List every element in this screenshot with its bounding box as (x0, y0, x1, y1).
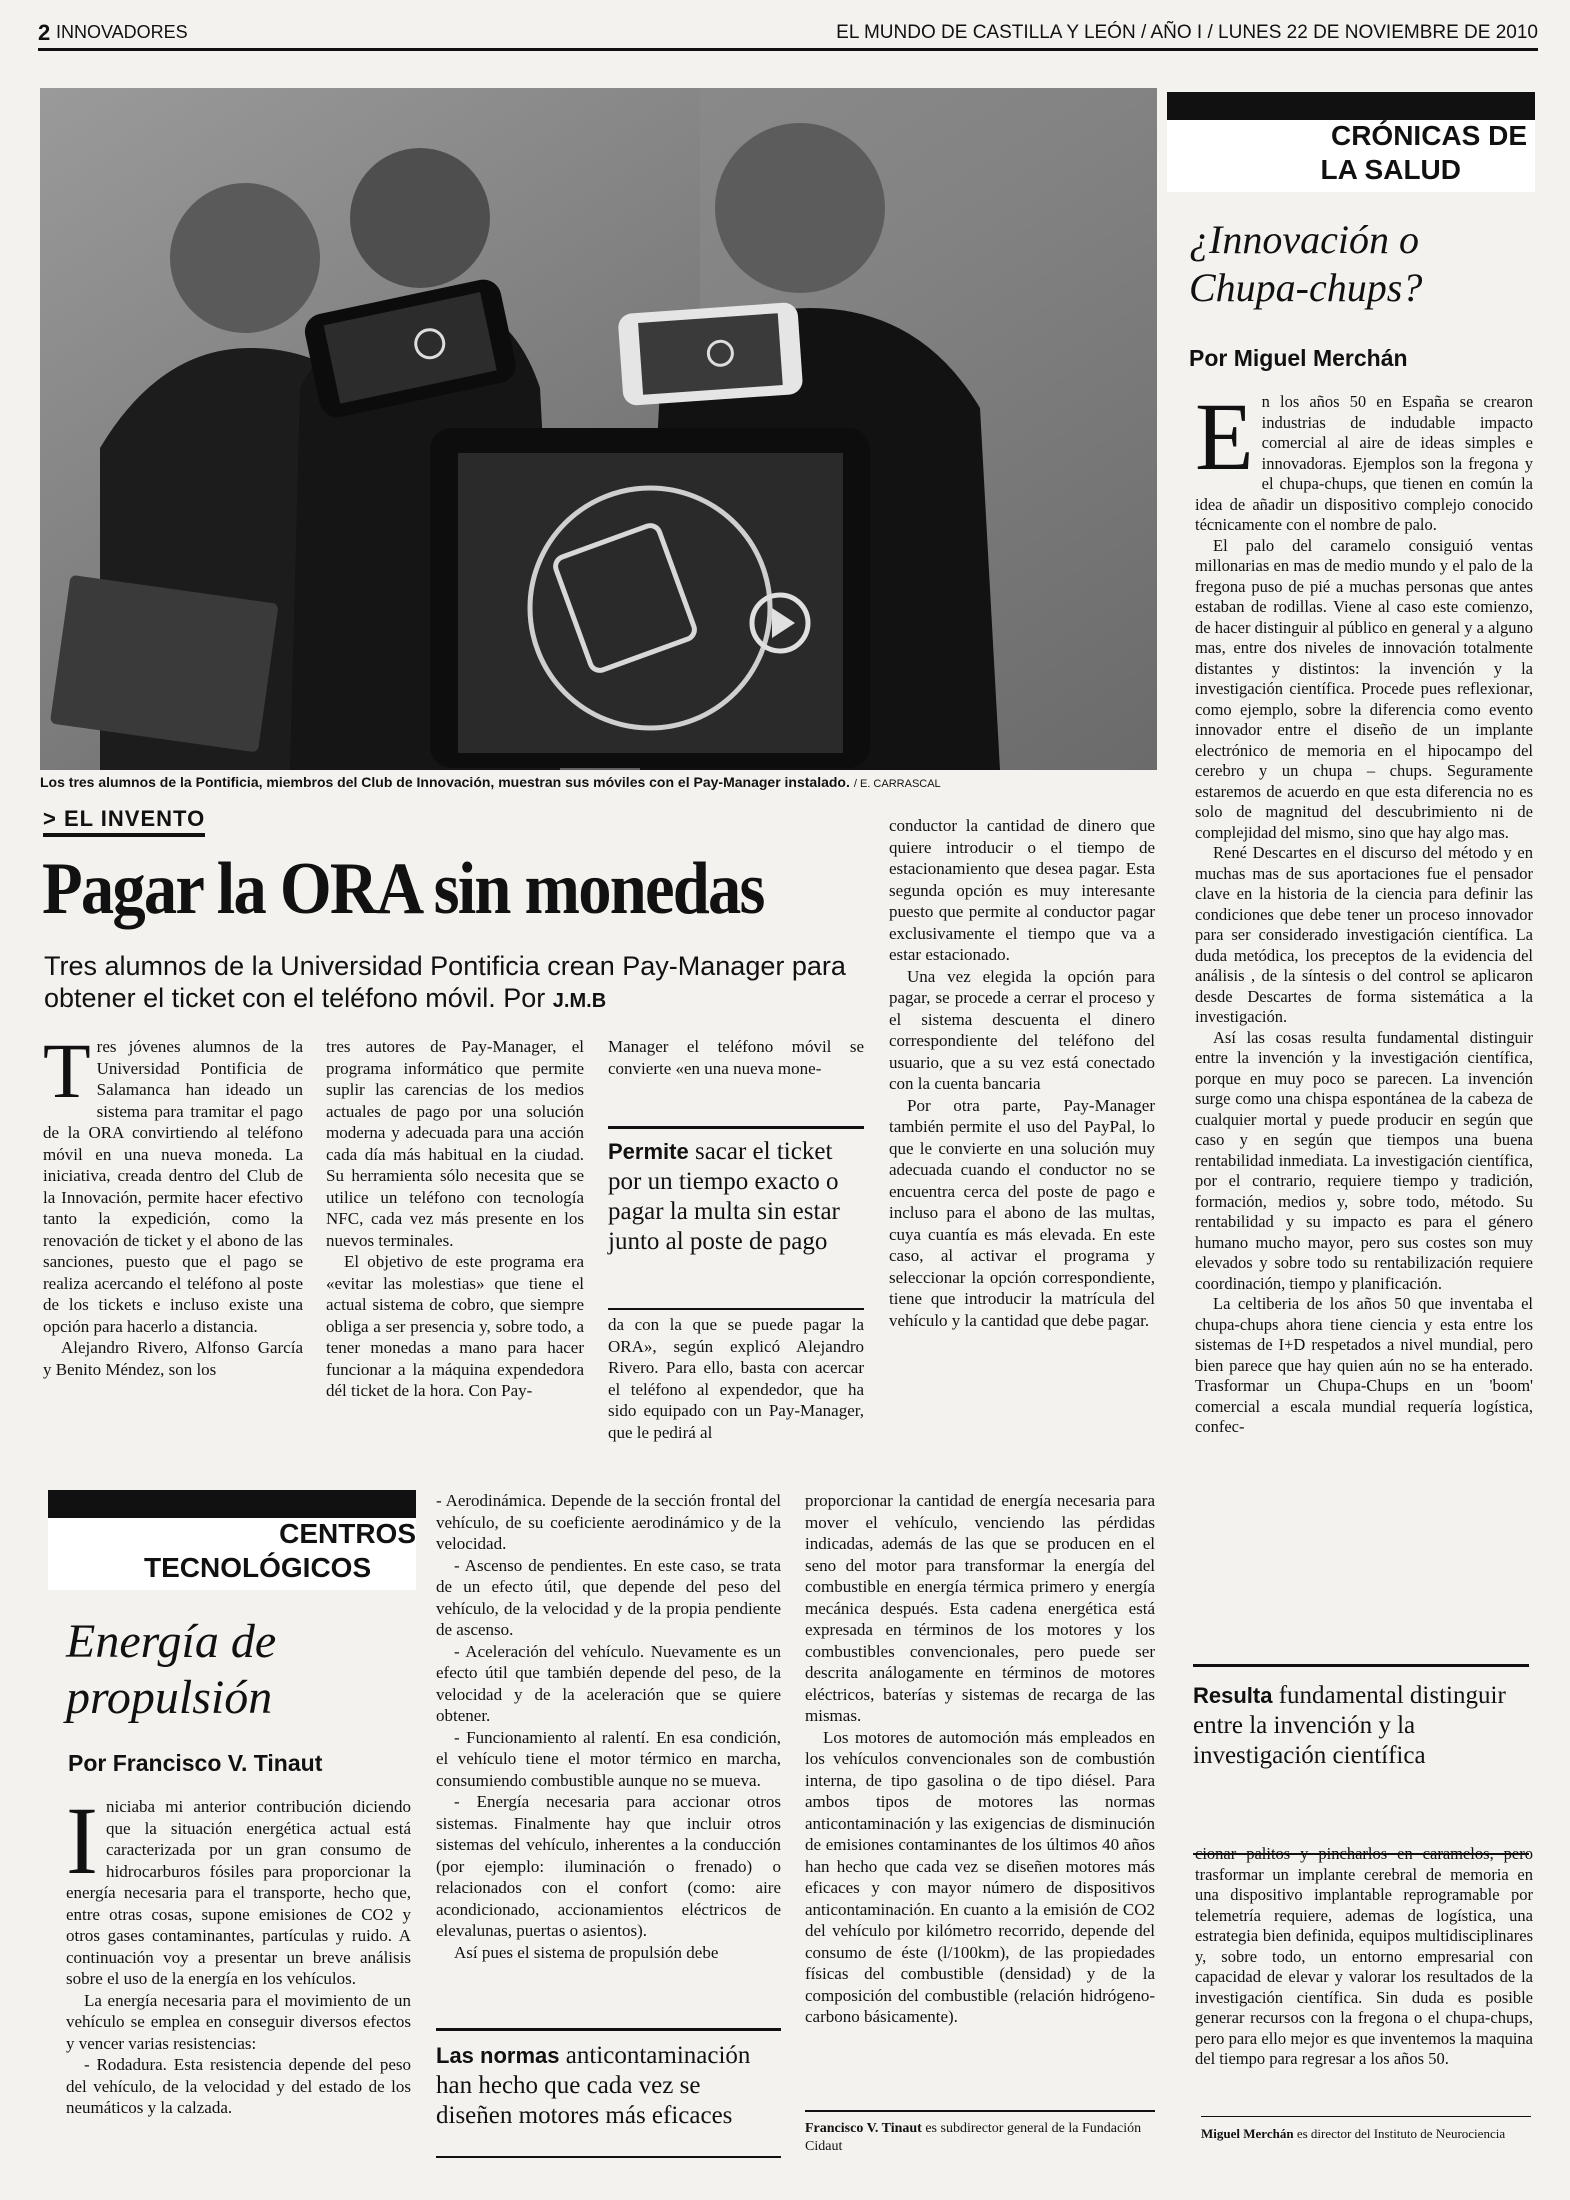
section-tag: > EL INVENTO (43, 806, 205, 837)
opinion-sidebar (1167, 92, 1535, 2141)
pullquote-lead: Permite (608, 1139, 689, 1164)
section-name: INNOVADORES (56, 22, 188, 42)
sidebar-banner (1167, 92, 1535, 192)
paragraph: - Energía necesaria para accionar otros sistemas. Finalmente hay que incluir otros sistemas del vehículo, inherentes a la conducción (por ejemplo: iluminación o frenado) o relacionados con el confort (como: aire acondicionado, accionamientos eléctricos de elevalunas, puertas o asientos). (436, 1792, 781, 1940)
paragraph (66, 1787, 411, 1990)
article1-byline: J.M.B (552, 990, 607, 1013)
sidebar-kicker: CRÓNICAS DE (1330, 120, 1527, 151)
paragraph: Por otra parte, Pay-Manager también permite el uso del PayPal, lo que le convierte en una solución muy adecuada cuando el conductor no se encuentra cerca del poste de pago e incluso para el abono de las multas, cuya cuantía es más elevada. En este caso, al activar el programa y seleccionar la opción correspondiente, tiene que introducir la matrícula del vehículo y la cantidad que debe pagar. (889, 1095, 1155, 1330)
sidebar-kicker-2: LA SALUD (1320, 154, 1461, 185)
paragraph: La energía necesaria para el movimiento de un vehículo se emplea en conseguir diversos efectos y vencer varias resistencias: (66, 1990, 411, 2053)
pullquote (1193, 1664, 1529, 1855)
paragraph: Así pues el sistema de propulsión debe (454, 1942, 719, 1962)
paragraph: El palo del caramelo consiguió ventas millonarias en mas de medio mundo y el palo de la fregona puso de pié a muchas personas que antes estaban de rodillas. Viene al caso este comienzo, de hacer distinguir al público en general y a alguno mas, entre dos niveles de innovación totalmente distantes y distintos: la invención y la investigación científica. Procede pues reflexionar, como ejemplo, sobre la diferencia como evento innovador entre el diseño de un implante electrónico de memoria en el hipocampo del cerebro y un chupa – chups. Seguramente estaremos de acuerdo en que esta diferencia no es solo de magnitud del descubrimiento ni de complejidad del mismo, sino que hay algo mas. (1195, 535, 1533, 842)
drop-cap: I (66, 1787, 98, 1894)
page-header (38, 14, 1538, 54)
photo-caption (40, 774, 1157, 790)
page-number: 2 (38, 20, 51, 45)
article2-banner (48, 1490, 416, 1590)
paragraph: Alejandro Rivero, Alfonso García y Benito Méndez, son los (43, 1338, 303, 1379)
paragraph (1195, 383, 1533, 536)
subheadline-text: Tres alumnos de la Universidad Pontificia crean Pay-Manager para obtener el ticket con el teléfono móvil. Por (44, 951, 846, 1014)
paragraph: da con la que se puede pagar la ORA», según explicó Alejandro Rivero. Para ello, basta con acercar el teléfono al expendedor, que ha sido equipado con un Pay-Manager, que le pedirá al (608, 1315, 864, 1442)
banner-bar (48, 1490, 416, 1518)
paragraph: - Aerodinámica. Depende de la sección frontal del vehículo, de su coeficiente aerodinámico y de la velocidad. (436, 1491, 781, 1553)
article1-column-3-bottom (608, 1314, 864, 1443)
paragraph-text: res jóvenes alumnos de la Universidad Pontificia de Salamanca han ideado un sistema para tramitar el pago de la ORA convirtiendo al teléfono móvil en una nueva moneda. La iniciativa, creada dentro del Club de la Innovación, permite hacer efectivo tanto la expedición, como la renovación de ticket y el abono de las sanciones, puesto que el pago se realiza acercando el teléfono al poste de los tickets e incluso existe una opción para hacerlo a distancia. (43, 1037, 303, 1336)
paragraph: Los motores de automoción más empleados en los vehículos convencionales son de combustión interna, de tipo gasolina o de tipo diésel. Para ambos tipos de motores las normas anticontaminación y las exigencias de disminución de emisiones contaminantes de los últimos 40 años han hecho que cada vez se diseñen motores más eficaces y con mayor número de dispositivos anticontaminación. En cuanto a la emisión de CO2 del vehículo por kilómetro recorrido, depende del consumo de éste (l/100km), de las propiedades físicas del combustible (densidad) y de la composición del combustible (relación hidrógeno-carbono básicamente). (805, 1727, 1155, 2026)
pullquote-lead: Las normas (436, 2043, 560, 2068)
paragraph: René Descartes en el discurso del método y en muchas mas de sus aportaciones fue el pensador clave en la historia de la ciencia para definir las condiciones que debe tener un proceso innovador para ser considerado investigación científica. La duda metódica, los preceptos de la evidencia del análisis , de la síntesis o del control se aplicaron desde Descartes de forma sistemática a la investigación. (1195, 843, 1533, 1026)
headline: Pagar la ORA sin monedas (42, 848, 764, 930)
paragraph (43, 1027, 303, 1337)
paragraph: - Ascenso de pendientes. En este caso, se trata de un efecto útil, que depende del peso del vehículo, de la velocidad y de la propia pendiente de ascenso. (436, 1555, 781, 1639)
drop-cap: T (43, 1027, 91, 1114)
dateline: EL MUNDO DE CASTILLA Y LEÓN / AÑO I / LUNES 22 DE NOVIEMBRE DE 2010 (836, 22, 1538, 43)
signature-name: Francisco V. Tinaut (805, 2121, 922, 2136)
main-photo (40, 88, 1157, 770)
sidebar-title: ¿Innovación o Chupa-chups? (1189, 217, 1423, 310)
drop-cap: E (1195, 383, 1254, 490)
paragraph: cionar palitos y pincharlos en caramelos, pero trasformar un implante cerebral de memoria en una dispositivo implantable reprogramable por telemetría requiere, ademas de logística, una estrategia bien definida, equipos multidisciplinares y, sobre todo, un entorno empresarial con capacidad de elevar y valorar los resultados de la investigación científica. Sin duda es posible generar recursos con la fregona o el chupa-chups, pero para ello mejor es que inventemos la maquina del tiempo para regresar a los años 50. (1195, 1844, 1533, 2068)
paragraph: Una vez elegida la opción para pagar, se procede a cerrar el proceso y el sistema descuenta el dinero correspondiente del teléfono del usuario, que a su vez está conectado con la cuenta bancaria (889, 966, 1155, 1093)
paragraph: conductor la cantidad de dinero que quiere introducir o el tiempo de estacionamiento que desea pagar. Esta segunda opción es muy interesante puesto que permite al conductor pagar exclusivamente el tiempo que va a estar estacionado. (889, 816, 1155, 964)
sidebar-byline: Por Miguel Merchán (1189, 345, 1408, 371)
author-signature (805, 2110, 1155, 2156)
signature-name: Miguel Merchán (1201, 2126, 1294, 2141)
pullquote (436, 2028, 781, 2158)
photo-illustration (40, 88, 1157, 770)
paragraph: El objetivo de este programa era «evitar las molestias» que tiene el actual sistema de cobro, que siempre obliga a ser presencia y, sobre todo, a tener monedas a mano para hacer funcionar a la máquina expendedora dél ticket de la hora. Con Pay- (326, 1252, 584, 1400)
signature-text: es director del Instituto de Neurociencia (1296, 2126, 1506, 2141)
banner-bar (1167, 92, 1535, 120)
pullquote-text: sacar el ticket por un tiempo exacto o pagar la multa sin estar junto al poste de pago (608, 1138, 840, 1255)
article2-column-3 (805, 1490, 1155, 2028)
paragraph-text: n los años 50 en España se crearon industrias de indudable impacto comercial al aire de ideas simples e innovadoras. Ejemplos son la fregona y el chupa-chups, que tienen en común la idea de añadir un dispositivo complejo conocido técnicamente con el nombre de palo. (1195, 392, 1533, 534)
sidebar-body-continued (1195, 1844, 1533, 2070)
paragraph-text: niciaba mi anterior contribución diciendo que la situación energética actual está caracterizada por un gran consumo de hidrocarburos fósiles para proporcionar la energía necesaria para el transporte, hecho que, entre otras cosas, supone emisiones de CO2 y otros gases contaminantes, partículas y ruido. A continuación voy a presentar un breve análisis sobre el uso de la energía en los vehículos. (66, 1797, 411, 1988)
article2-title: Energía de propulsión (66, 1615, 277, 1724)
article2-kicker: CENTROS (279, 1518, 416, 1549)
paragraph: - Funcionamiento al ralentí. En esa condición, el vehículo tiene el motor térmico en marcha, consumiendo combustible aunque no se mueva. (436, 1727, 781, 1790)
paragraph: Así las cosas resulta fundamental distinguir entre la invención y la investigación científica, porque en muy poco se parecen. La invención surge como una chispa espontánea de la cabeza de cualquier mortal y puede producir en según que caso y en según que tiempos una buena rentabilidad inmediata. La investigación científica, por el contrario, requiere tiempo y tradición, formación, medios y, sobre todo, método. Su rentabilidad y su impacto es para el género humano mucho mayor, pero sus costes son muy elevados y sobre todo su rentabilización requiere coordinación, tiempo y planificación. (1195, 1027, 1533, 1293)
paragraph: tres autores de Pay-Manager, el programa informático que permite suplir las carencias de los medios actuales de pago por una solución moderna y adecuada para una acción cada día más habitual en la ciudad. Su herramienta sólo necesita que se utilice un teléfono con tecnología NFC, cada vez más presente en los nuevos terminales. (326, 1037, 584, 1250)
article2-kicker-2: TECNOLÓGICOS (144, 1552, 372, 1583)
paragraph: - Aceleración del vehículo. Nuevamente es un efecto útil que también depende del peso, de la velocidad y de la aceleración que se quiere obtener. (436, 1641, 781, 1725)
signature-text: es subdirector general de la Fundación Cidaut (805, 2121, 1142, 2154)
article1-column-1 (43, 1027, 303, 1380)
header-rule (38, 48, 1538, 51)
caption-text: Los tres alumnos de la Pontificia, miembros del Club de Innovación, muestran sus móviles con el Pay-Manager instalado. (40, 774, 850, 790)
paragraph: proporcionar la cantidad de energía necesaria para mover el vehículo, venciendo las pérdidas indicadas, además de las que se producen en el seno del motor para transformar la energía del combustible en energía térmica primero y energía mecánica después. Esta cadena energética está expresada en términos de los motores y los combustibles convencionales, pero puede ser descrita análogamente en términos de motores eléctricos, baterías y sistemas de recarga de las mismas. (805, 1491, 1155, 1725)
pullquote (608, 1126, 864, 1310)
article2-column-2 (436, 1490, 781, 1963)
paragraph: Manager el teléfono móvil se convierte «en una nueva mone- (608, 1037, 864, 1078)
pullquote-text: fundamental distinguir entre la invención y la investigación científica (1193, 1682, 1506, 1769)
photo-credit: / E. CARRASCAL (853, 778, 941, 790)
article1-column-4 (889, 815, 1155, 1331)
paragraph: - Rodadura. Esta resistencia depende del peso del vehículo, de la velocidad y del estado de los neumáticos y la calzada. (66, 2055, 411, 2117)
subheadline (44, 950, 904, 1015)
article2-byline: Por Francisco V. Tinaut (68, 1750, 323, 1776)
article2-column-1 (66, 1787, 411, 2119)
article1-column-2 (326, 1036, 584, 1402)
pullquote-text: anticontaminación han hecho que cada vez se diseñen motores más eficaces (436, 2042, 751, 2129)
pullquote-lead: Resulta (1193, 1683, 1273, 1708)
sidebar-body (1195, 383, 1533, 1438)
paragraph: La celtiberia de los años 50 que inventaba el chupa-chups ahora tiene ciencia y esta entre los sistemas de I+D respetados a nivel mundial, pero bien parece que hay quien aún no se ha enterado. Trasformar un Chupa-Chups en un 'boom' comercial a escala mundial requería logística, confec- (1195, 1294, 1533, 1436)
author-signature (1201, 2116, 1531, 2142)
article1-column-3-top (608, 1036, 864, 1079)
